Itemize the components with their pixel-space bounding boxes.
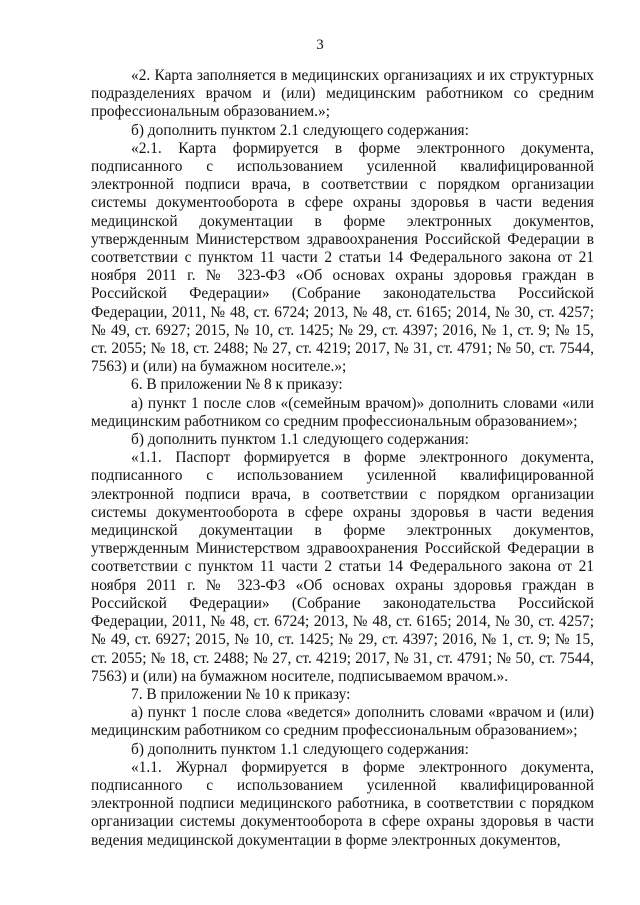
paragraph-appendix-8: 6. В приложении № 8 к приказу: — [131, 376, 343, 394]
paragraph-appendix-10-b: б) дополнить пунктом 1.1 следующего содержания: — [131, 740, 469, 758]
paragraph-appendix-8-b: б) дополнить пунктом 1.1 следующего содержания: — [131, 431, 469, 449]
paragraph-journal-text: «1.1. Журнал формируется в форме электронного документа, подписанного с использованием усиленной квалифицированной электронной подписи медицинского работника, в соответствии с порядком организации системы документооборота в сфере охраны здоровья в части ведения медицинской документации в форме электронных документов, — [91, 758, 594, 849]
paragraph-appendix-10-a: а) пункт 1 после слова «ведется» дополнить словами «врачом и (или) медицинским работником со средним профессиональным образованием»; — [91, 704, 594, 740]
paragraph-passport-text: «1.1. Паспорт формируется в форме электронного документа, подписанного с использованием усиленной квалифицированной электронной подписи врача, в соответствии с порядком организации системы документооборота в сфере охраны здоровья в части ведения медицинской документации в форме электронных документов, утвержденным Министерством здравоохранения Российской Федерации в соответствии с пунктом 11 части 2 статьи 14 Федерального закона от 21 ноября 2011 г. № 323-ФЗ «Об основах охраны здоровья граждан в Российской Федерации» (Собрание законодательства Российской Федерации, 2011, № 48, ст. 6724; 2013, № 48, ст. 6165; 2014, № 30, ст. 4257; № 49, ст. 6927; 2015, № 10, ст. 1425; № 29, ст. 4397; 2016, № 1, ст. 9; № 15, ст. 2055; № 18, ст. 2488; № 27, ст. 4219; 2017, № 31, ст. 4791; № 50, ст. 7544, 7563) и (или) на бумажном носителе, подписываемом врачом.». — [91, 449, 594, 685]
paragraph-add-point-2-1: б) дополнить пунктом 2.1 следующего содержания: — [131, 121, 469, 139]
page-number: 3 — [316, 37, 324, 53]
paragraph-card-filling: «2. Карта заполняется в медицинских организациях и их структурных подразделениях врачом и (или) медицинским работником со средним профессиональным образованием.»; — [91, 67, 594, 121]
paragraph-appendix-10: 7. В приложении № 10 к приказу: — [131, 685, 351, 703]
paragraph-appendix-8-a: а) пункт 1 после слов «(семейным врачом)» дополнить словами «или медицинским работником со средним профессиональным образованием»; — [91, 394, 594, 430]
paragraph-point-2-1-text: «2.1. Карта формируется в форме электронного документа, подписанного с использованием усиленной квалифицированной электронной подписи врача, в соответствии с порядком организации системы документооборота в сфере охраны здоровья в части ведения медицинской документации в форме электронных документов, утвержденным Министерством здравоохранения Российской Федерации в соответствии с пунктом 11 части 2 статьи 14 Федерального закона от 21 ноября 2011 г. № 323-ФЗ «Об основах охраны здоровья граждан в Российской Федерации» (Собрание законодательства Российской Федерации, 2011, № 48, ст. 6724; 2013, № 48, ст. 6165; 2014, № 30, ст. 4257; № 49, ст. 6927; 2015, № 10, ст. 1425; № 29, ст. 4397; 2016, № 1, ст. 9; № 15, ст. 2055; № 18, ст. 2488; № 27, ст. 4219; 2017, № 31, ст. 4791; № 50, ст. 7544, 7563) и (или) на бумажном носителе.»; — [91, 139, 594, 376]
document-body — [91, 67, 594, 850]
